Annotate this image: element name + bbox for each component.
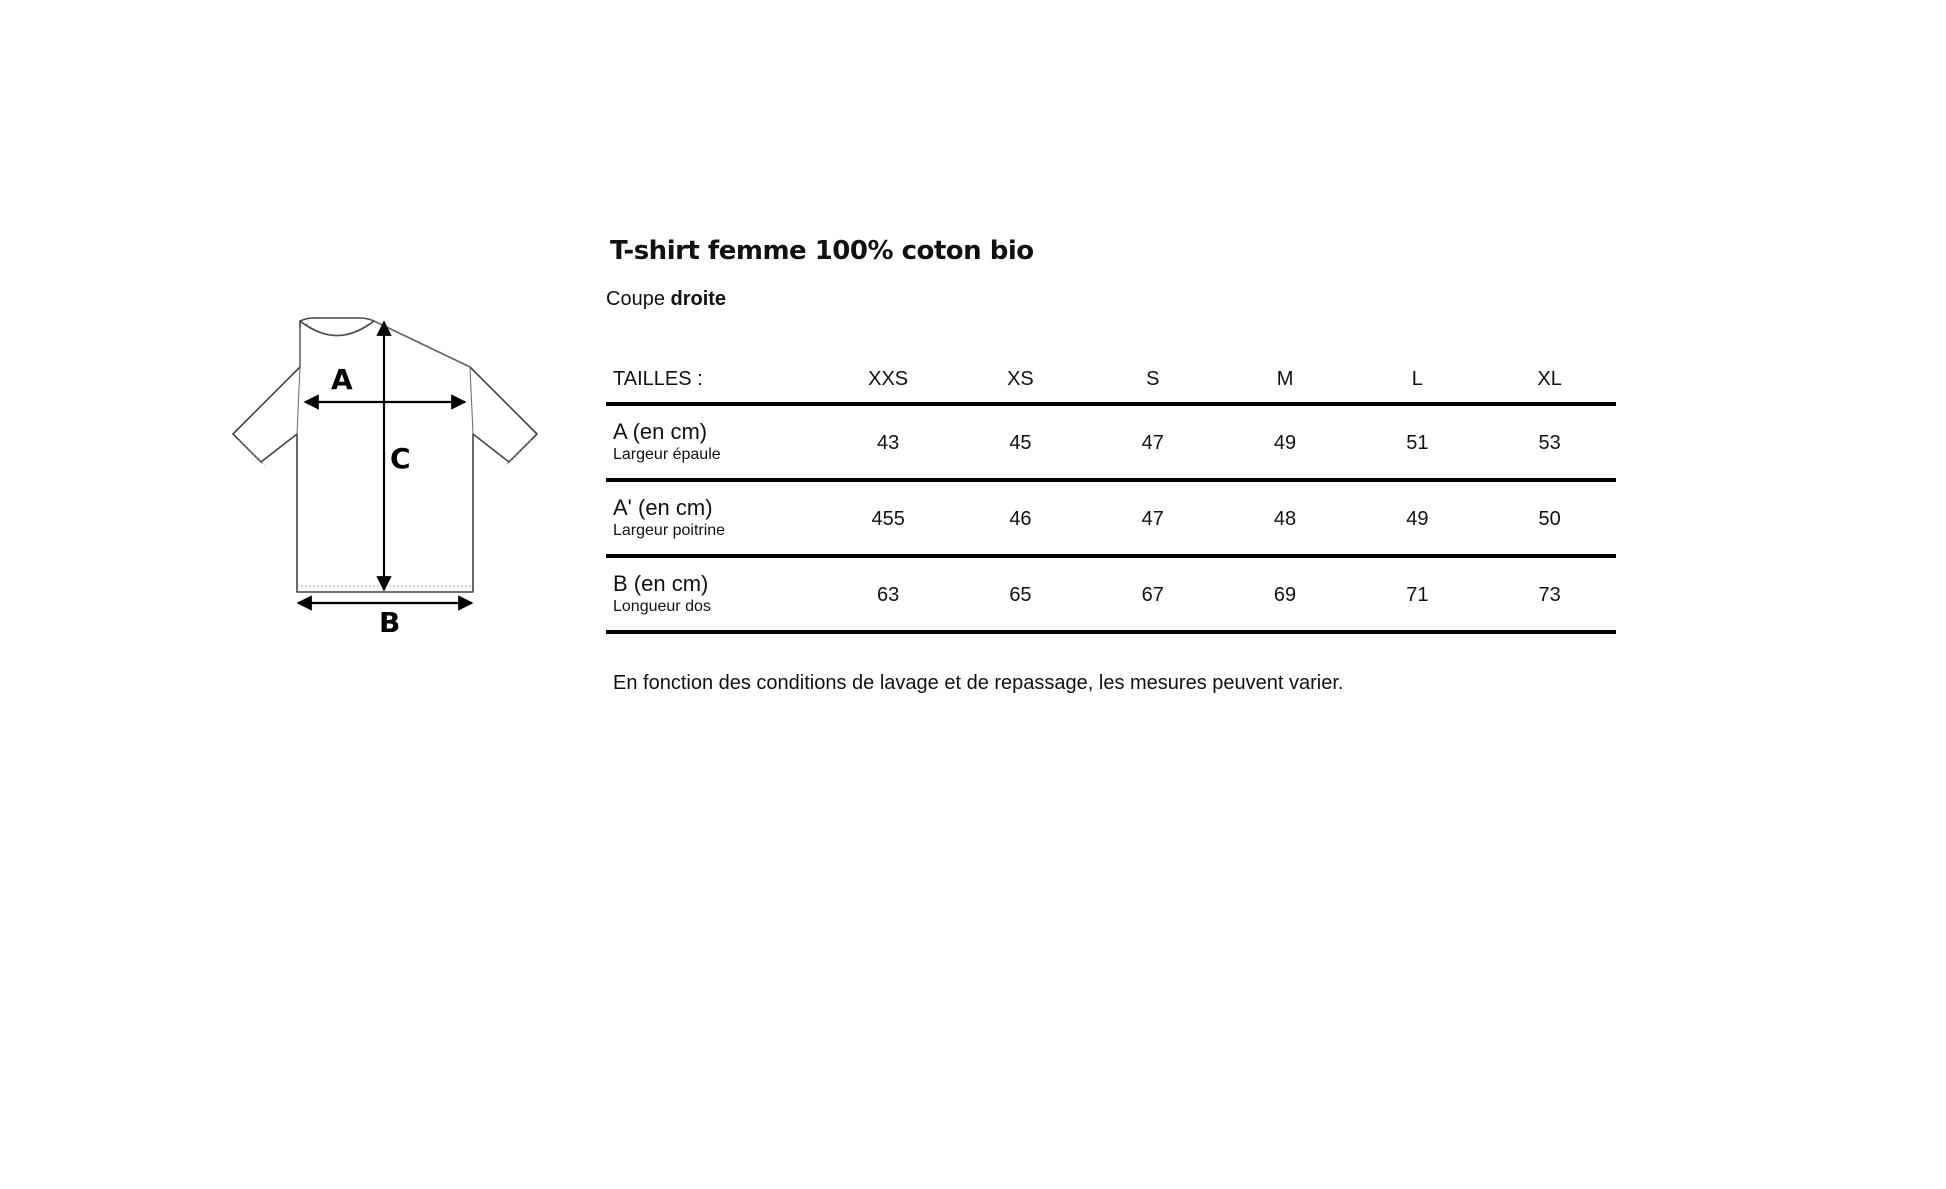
table-cell: 49 <box>1273 431 1297 454</box>
sizes-header-label: TAILLES : <box>613 367 703 390</box>
size-table <box>606 350 1616 634</box>
table-cell: 50 <box>1538 507 1561 530</box>
page-title: T-shirt femme 100% coton bio <box>610 236 1034 266</box>
measure-label-a: A <box>331 363 353 396</box>
table-cell: 63 <box>877 583 900 606</box>
row-label <box>606 571 822 617</box>
size-header: M <box>1276 367 1294 390</box>
measure-name: B (en cm) <box>613 571 709 596</box>
table-cell: 67 <box>1141 583 1164 606</box>
measure-name: A (en cm) <box>613 419 708 444</box>
measure-label-b: B <box>379 606 401 639</box>
table-cell: 49 <box>1406 507 1429 530</box>
table-cell: 47 <box>1141 507 1164 530</box>
fit-prefix: Coupe <box>606 288 665 310</box>
size-header: XXS <box>868 367 909 390</box>
table-cell: 73 <box>1538 583 1561 606</box>
table-cell: 43 <box>877 431 900 454</box>
measure-description: Largeur épaule <box>613 446 721 463</box>
table-cell: 45 <box>1009 431 1032 454</box>
table-cell: 46 <box>1009 507 1032 530</box>
table-row <box>606 406 1616 482</box>
table-row <box>606 558 1616 634</box>
fit-type: droite <box>670 288 727 310</box>
table-cell: 53 <box>1538 431 1561 454</box>
fit-subtitle <box>606 288 726 311</box>
measure-description: Largeur poitrine <box>613 522 726 539</box>
size-header: XS <box>1007 367 1034 390</box>
size-header: L <box>1411 367 1423 390</box>
table-cell: 455 <box>871 507 905 530</box>
table-header-row <box>606 350 1616 406</box>
table-cell: 65 <box>1009 583 1032 606</box>
size-header: XL <box>1537 367 1562 390</box>
measure-label-c: C <box>390 442 411 475</box>
size-header: S <box>1146 367 1160 390</box>
measure-name: A' (en cm) <box>613 495 713 520</box>
measure-description: Longueur dos <box>613 598 711 615</box>
table-cell: 69 <box>1273 583 1297 606</box>
table-cell: 71 <box>1406 583 1429 606</box>
row-label <box>606 419 822 465</box>
tshirt-diagram <box>225 310 545 640</box>
table-row <box>606 482 1616 558</box>
table-cell: 47 <box>1141 431 1164 454</box>
row-label <box>606 495 822 541</box>
tshirt-outline-icon <box>225 310 545 640</box>
table-cell: 48 <box>1273 507 1297 530</box>
table-cell: 51 <box>1406 431 1429 454</box>
care-note: En fonction des conditions de lavage et de repassage, les mesures peuvent varier. <box>613 672 1344 694</box>
